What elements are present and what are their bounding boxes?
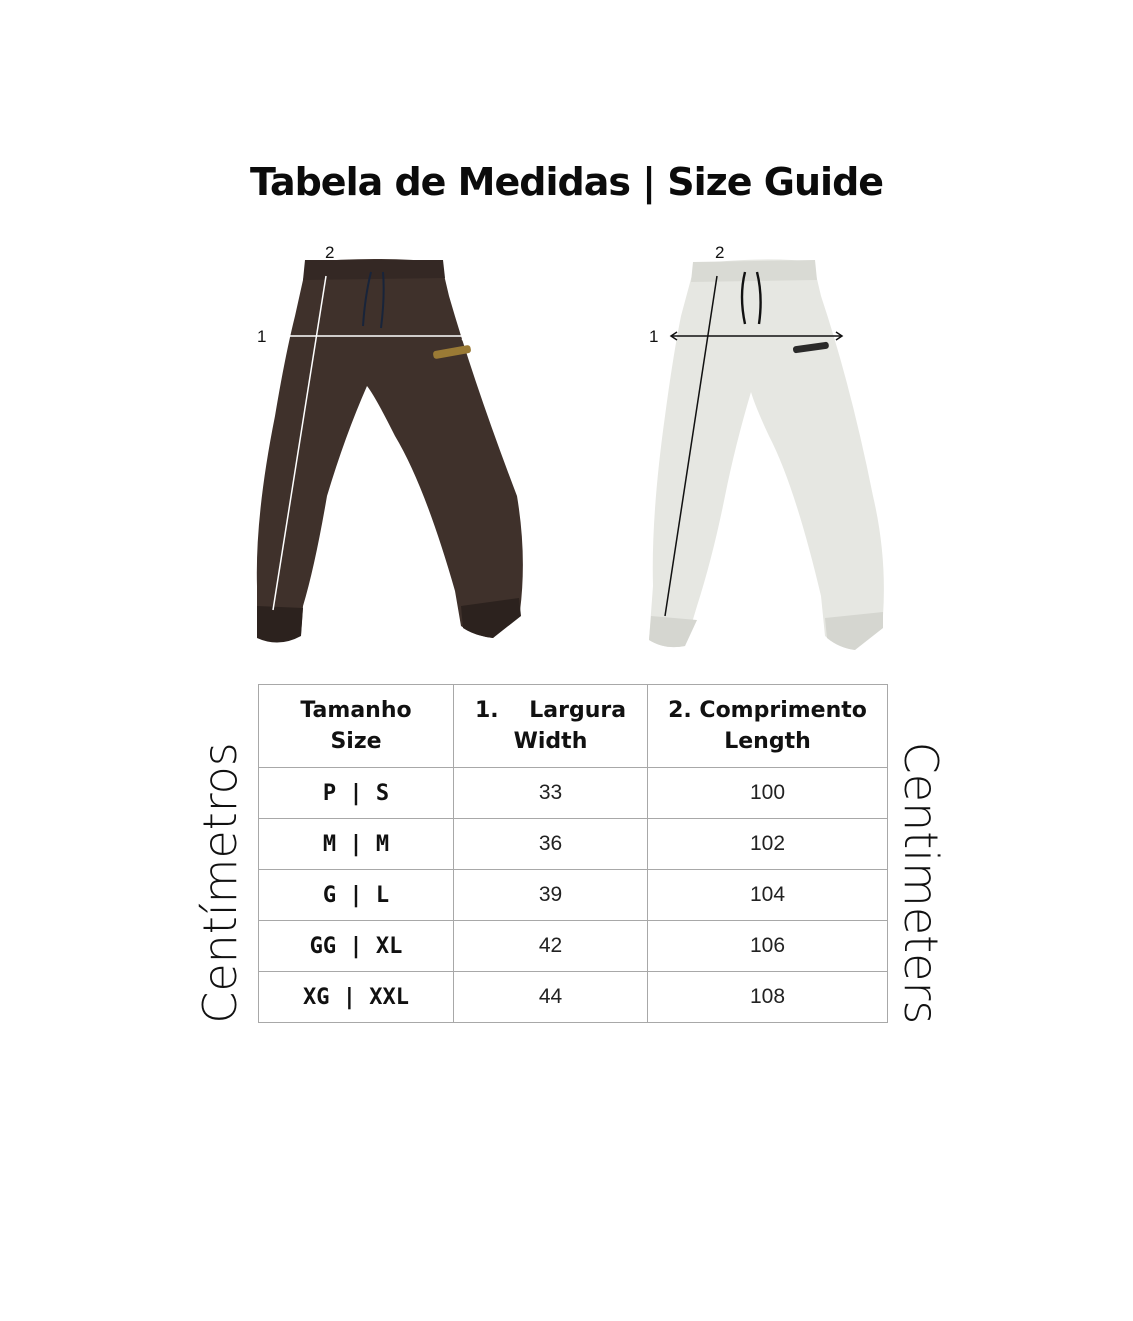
- length-cell: 100: [648, 768, 888, 819]
- table-row: [259, 819, 888, 870]
- size-table: [258, 684, 888, 1023]
- side-label-centimetros: Centímetros: [193, 742, 247, 1024]
- header-size: [259, 685, 454, 768]
- header-width: [454, 685, 648, 768]
- dark-width-marker: 1: [257, 327, 267, 346]
- header-length-en: Length: [724, 729, 811, 754]
- light-length-marker: 2: [715, 243, 725, 262]
- light-pants-image: [625, 236, 945, 656]
- header-length-pt: 2. Comprimento: [668, 698, 867, 723]
- page-title: Tabela de Medidas | Size Guide: [249, 160, 884, 204]
- size-cell: GG | XL: [259, 921, 454, 972]
- size-cell: G | L: [259, 870, 454, 921]
- light-pants-body: [649, 259, 884, 650]
- width-cell: 39: [454, 870, 648, 921]
- table-header-row: [259, 685, 888, 768]
- table-row: [259, 768, 888, 819]
- length-cell: 108: [648, 972, 888, 1023]
- light-width-marker: 1: [649, 327, 659, 346]
- size-cell: P | S: [259, 768, 454, 819]
- header-length: [648, 685, 888, 768]
- table-row: [259, 972, 888, 1023]
- side-label-centimeters: Centimeters: [894, 741, 948, 1025]
- table-row: [259, 870, 888, 921]
- length-cell: 102: [648, 819, 888, 870]
- header-width-pt: 1. Largura: [474, 698, 627, 723]
- length-cell: 104: [648, 870, 888, 921]
- header-size-pt: Tamanho: [300, 698, 412, 723]
- dark-pants-body: [257, 259, 523, 641]
- header-size-en: Size: [330, 729, 382, 754]
- dark-pants-image: [235, 236, 555, 656]
- size-cell: M | M: [259, 819, 454, 870]
- header-width-en: Width: [513, 729, 588, 754]
- width-cell: 33: [454, 768, 648, 819]
- length-cell: 106: [648, 921, 888, 972]
- width-cell: 44: [454, 972, 648, 1023]
- table-row: [259, 921, 888, 972]
- size-cell: XG | XXL: [259, 972, 454, 1023]
- dark-length-marker: 2: [325, 243, 335, 262]
- width-cell: 36: [454, 819, 648, 870]
- width-cell: 42: [454, 921, 648, 972]
